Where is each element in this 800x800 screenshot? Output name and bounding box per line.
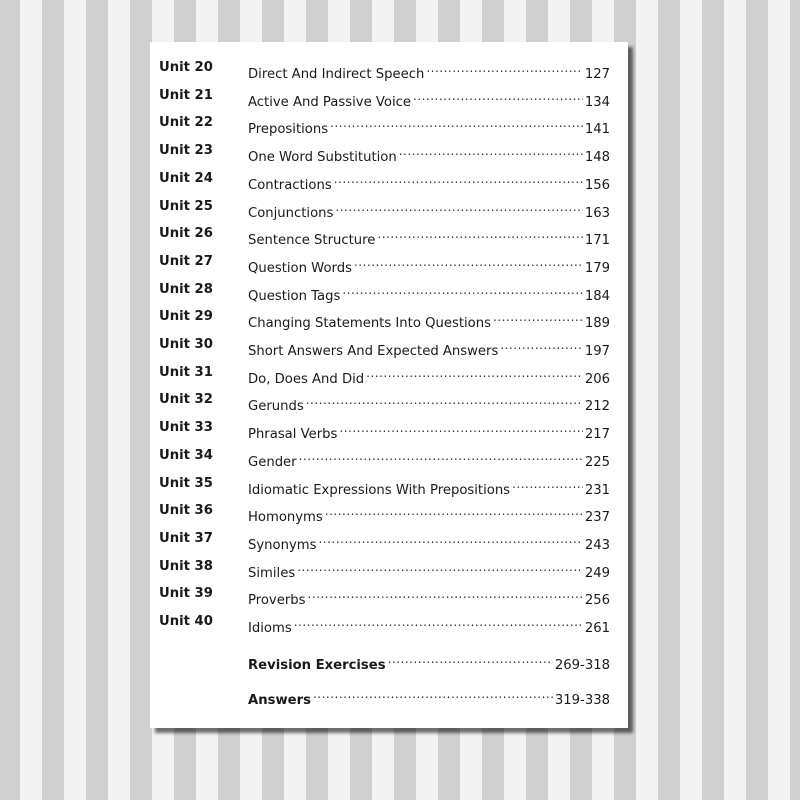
unit-title: Question Tags [248, 288, 341, 304]
unit-title: Sentence Structure [248, 233, 376, 249]
unit-number: Unit 33 [159, 420, 213, 436]
toc-row [150, 113, 628, 138]
page-number: 197 [584, 344, 610, 359]
dot-leader [354, 252, 583, 272]
toc-entry [248, 335, 610, 362]
dot-leader [377, 224, 582, 244]
unit-number: Unit 27 [159, 253, 213, 269]
page-number: 243 [584, 537, 610, 553]
dot-leader [297, 557, 583, 577]
toc-row [150, 557, 628, 581]
page-number: 156 [584, 177, 610, 193]
unit-number: Unit 28 [159, 281, 213, 297]
toc-entry [248, 280, 610, 307]
toc-entry [248, 649, 610, 676]
unit-number: Unit 29 [159, 309, 213, 325]
toc-entry [248, 684, 610, 711]
unit-number: Unit 32 [159, 392, 213, 408]
unit-number: Unit 22 [159, 115, 213, 131]
toc-extra-row [150, 649, 628, 673]
toc-entry [248, 501, 610, 528]
unit-title: Proverbs [248, 593, 306, 609]
toc-row [150, 501, 628, 526]
unit-title: Similes [248, 565, 296, 581]
toc-row [150, 418, 628, 443]
page-number: 261 [584, 621, 610, 636]
toc-row [150, 141, 628, 166]
unit-title: Gerunds [248, 399, 304, 415]
page-number: 231 [584, 482, 610, 498]
page-number: 206 [584, 371, 610, 387]
unit-title: Do, Does And Did [248, 371, 365, 387]
unit-title: Conjunctions [248, 205, 334, 221]
dot-leader [342, 280, 582, 300]
unit-title: Active And Passive Voice [248, 94, 411, 110]
page-number: 148 [584, 150, 610, 166]
unit-title: Idioms [248, 621, 292, 636]
dot-leader [413, 86, 583, 106]
unit-title: Idiomatic Expressions With Prepositions [248, 482, 511, 498]
unit-title: Changing Statements Into Questions [248, 316, 491, 332]
page-number: 171 [584, 233, 610, 249]
page-range: 319-338 [554, 693, 610, 708]
toc-row [150, 307, 628, 332]
toc-row [150, 390, 628, 415]
toc-entry [248, 612, 610, 639]
dot-leader [330, 113, 583, 133]
toc-row [150, 169, 628, 193]
dot-leader [500, 335, 583, 355]
toc-entry [248, 113, 610, 140]
page-range: 269-318 [554, 658, 610, 673]
unit-title: Question Words [248, 260, 352, 276]
toc-entry [248, 86, 610, 113]
page-number: 141 [584, 122, 610, 138]
toc-entry [248, 141, 610, 168]
dot-leader [493, 307, 583, 327]
dot-leader [334, 169, 583, 189]
dot-leader [388, 649, 553, 669]
toc-row [150, 363, 628, 387]
toc-row [150, 224, 628, 249]
toc-entry [248, 252, 610, 279]
dot-leader [512, 474, 583, 494]
dot-leader [339, 418, 582, 438]
dot-leader [308, 584, 583, 604]
unit-number: Unit 30 [159, 337, 213, 352]
unit-number: Unit 26 [159, 226, 213, 242]
section-title: Revision Exercises [248, 658, 386, 673]
page-number: 249 [584, 565, 610, 581]
toc-row [150, 335, 628, 359]
toc-row [150, 280, 628, 304]
unit-title: One Word Substitution [248, 150, 397, 166]
toc-entry [248, 446, 610, 473]
toc-entry [248, 557, 610, 584]
toc-row [150, 197, 628, 221]
toc-row [150, 58, 628, 82]
page-number: 212 [584, 399, 610, 415]
toc-row [150, 474, 628, 498]
page-number: 189 [584, 316, 610, 332]
page-number: 225 [584, 454, 610, 470]
toc-row [150, 584, 628, 609]
unit-number: Unit 39 [159, 586, 213, 602]
section-title: Answers [248, 693, 311, 708]
unit-title: Gender [248, 454, 297, 470]
toc-entry [248, 169, 610, 196]
page-number: 179 [584, 260, 610, 276]
unit-title: Contractions [248, 177, 332, 193]
dot-leader [366, 363, 583, 383]
dot-leader [306, 390, 583, 410]
toc-row [150, 612, 628, 636]
unit-number: Unit 37 [159, 530, 213, 546]
toc-entry [248, 197, 610, 224]
dot-leader [313, 684, 553, 704]
page-number: 127 [584, 67, 610, 82]
unit-number: Unit 31 [159, 364, 213, 380]
page-number: 134 [584, 94, 610, 110]
unit-number: Unit 35 [159, 475, 213, 491]
dot-leader [399, 141, 583, 161]
unit-title: Synonyms [248, 537, 317, 553]
dot-leader [426, 58, 582, 78]
contents-page [150, 42, 628, 728]
toc-entry [248, 474, 610, 501]
toc-entry [248, 307, 610, 334]
unit-number: Unit 23 [159, 143, 213, 159]
unit-number: Unit 24 [159, 170, 213, 186]
unit-number: Unit 25 [159, 198, 213, 214]
toc-entry [248, 363, 610, 390]
toc-entry [248, 58, 610, 85]
dot-leader [299, 446, 583, 466]
dot-leader [325, 501, 583, 521]
toc-entry [248, 529, 610, 556]
toc-entry [248, 224, 610, 251]
page-number: 217 [584, 427, 610, 443]
toc-row [150, 86, 628, 110]
toc-entry [248, 390, 610, 417]
unit-title: Homonyms [248, 510, 323, 526]
toc-row [150, 446, 628, 470]
unit-number: Unit 20 [159, 60, 213, 75]
unit-title: Prepositions [248, 122, 329, 138]
unit-number: Unit 38 [159, 558, 213, 574]
page-number: 256 [584, 593, 610, 609]
unit-number: Unit 21 [159, 87, 213, 103]
unit-number: Unit 36 [159, 503, 213, 519]
unit-title: Phrasal Verbs [248, 427, 338, 443]
toc-extra-row [150, 684, 628, 708]
dot-leader [318, 529, 582, 549]
dot-leader [294, 612, 583, 632]
toc-row [150, 252, 628, 276]
page-number: 237 [584, 510, 610, 526]
dot-leader [335, 197, 582, 217]
toc-entry [248, 584, 610, 611]
page-number: 163 [584, 205, 610, 221]
page-number: 184 [584, 288, 610, 304]
unit-title: Short Answers And Expected Answers [248, 344, 499, 359]
unit-number: Unit 34 [159, 447, 213, 463]
unit-number: Unit 40 [159, 614, 213, 629]
toc-row [150, 529, 628, 553]
unit-title: Direct And Indirect Speech [248, 67, 425, 82]
toc-entry [248, 418, 610, 445]
